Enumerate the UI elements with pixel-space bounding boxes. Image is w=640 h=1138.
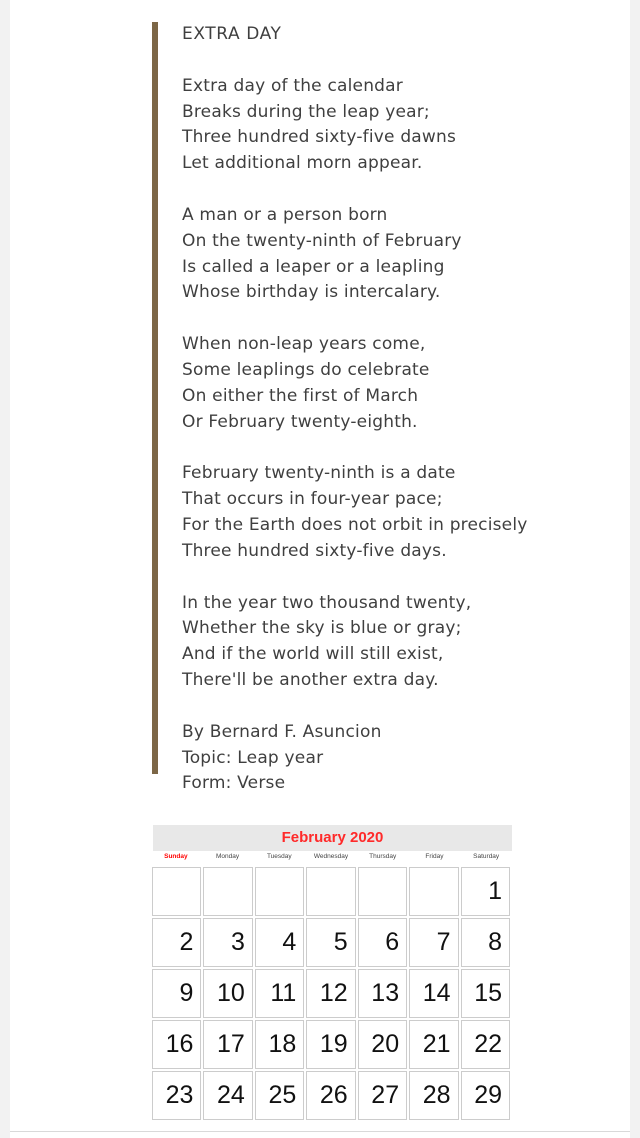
poem-line: When non-leap years come, <box>182 334 426 355</box>
calendar-day-cell[interactable] <box>203 867 252 916</box>
calendar-title: February 2020 <box>281 829 384 846</box>
page-bottom-divider <box>10 1131 630 1132</box>
calendar-weekday-wednesday: Wednesday <box>313 853 349 860</box>
poem-line: Three hundred sixty-five days. <box>182 540 447 561</box>
calendar-day-cell[interactable]: 16 <box>152 1020 201 1069</box>
calendar-weekday-saturday: Saturday <box>473 853 500 860</box>
poem-line: Breaks during the leap year; <box>182 101 430 122</box>
calendar-day-cell[interactable]: 11 <box>255 969 304 1018</box>
poem-line: Extra day of the calendar <box>182 75 403 96</box>
calendar-day-cell[interactable]: 20 <box>358 1020 407 1069</box>
calendar-week-row <box>152 1020 510 1069</box>
poem-line: Is called a leaper or a leapling <box>182 256 445 277</box>
calendar-day-cell[interactable]: 29 <box>461 1071 510 1120</box>
poem-line: Three hundred sixty-five dawns <box>182 127 457 148</box>
calendar-day-cell[interactable]: 12 <box>306 969 355 1018</box>
calendar-widget <box>150 825 512 1122</box>
calendar-weekday-sunday: Sunday <box>164 853 188 860</box>
calendar-day-cell[interactable] <box>255 867 304 916</box>
poem-author: By Bernard F. Asuncion <box>182 721 382 742</box>
calendar-day-cell[interactable]: 18 <box>255 1020 304 1069</box>
calendar-week-row <box>152 1071 510 1120</box>
poem-line: February twenty-ninth is a date <box>182 463 456 484</box>
calendar-day-cell[interactable]: 8 <box>461 918 510 967</box>
poem-line: For the Earth does not orbit in precisely <box>182 514 528 535</box>
poem-stanza <box>182 591 602 694</box>
poem-form: Form: Verse <box>182 773 286 794</box>
calendar-day-cell[interactable]: 4 <box>255 918 304 967</box>
poem-accent-bar <box>152 22 158 774</box>
calendar-day-cell[interactable]: 7 <box>409 918 458 967</box>
poem-stanza <box>182 332 602 435</box>
poem-stanza <box>182 461 602 564</box>
calendar-day-cell[interactable]: 19 <box>306 1020 355 1069</box>
calendar-day-cell[interactable]: 23 <box>152 1071 201 1120</box>
calendar-day-cell[interactable]: 21 <box>409 1020 458 1069</box>
poem-line: A man or a person born <box>182 204 388 225</box>
poem-line: Some leaplings do celebrate <box>182 359 430 380</box>
calendar-weekday-header-row <box>150 851 512 865</box>
calendar-day-cell[interactable]: 28 <box>409 1071 458 1120</box>
poem-body <box>182 22 602 797</box>
calendar-day-cell[interactable]: 17 <box>203 1020 252 1069</box>
calendar-day-cell[interactable]: 26 <box>306 1071 355 1120</box>
calendar-grid <box>150 865 512 1122</box>
poem-line: And if the world will still exist, <box>182 644 444 665</box>
calendar-day-cell[interactable] <box>358 867 407 916</box>
calendar-day-cell[interactable]: 3 <box>203 918 252 967</box>
calendar-day-cell[interactable]: 27 <box>358 1071 407 1120</box>
calendar-day-cell[interactable]: 24 <box>203 1071 252 1120</box>
calendar-header <box>150 825 512 851</box>
page-right-margin <box>630 0 640 1138</box>
calendar-day-cell[interactable] <box>306 867 355 916</box>
poem-line: There'll be another extra day. <box>182 669 439 690</box>
calendar-week-row <box>152 918 510 967</box>
poem-line: Whose birthday is intercalary. <box>182 282 441 303</box>
page-left-margin <box>0 0 10 1138</box>
poem-line: On the twenty-ninth of February <box>182 230 462 251</box>
calendar-day-cell[interactable]: 15 <box>461 969 510 1018</box>
poem-line: Whether the sky is blue or gray; <box>182 618 462 639</box>
calendar-day-cell[interactable]: 25 <box>255 1071 304 1120</box>
calendar-day-cell[interactable]: 22 <box>461 1020 510 1069</box>
calendar-week-row <box>152 969 510 1018</box>
poem-line: Let additional morn appear. <box>182 153 423 174</box>
calendar-weekday-thursday: Thursday <box>369 853 397 860</box>
calendar-weekday-monday: Monday <box>216 853 240 860</box>
poem-line: In the year two thousand twenty, <box>182 592 472 613</box>
calendar-day-cell[interactable]: 9 <box>152 969 201 1018</box>
poem-stanza <box>182 203 602 306</box>
calendar-day-cell[interactable]: 5 <box>306 918 355 967</box>
calendar-grid-body <box>152 867 510 1120</box>
poem-topic: Topic: Leap year <box>182 747 324 768</box>
calendar-day-cell[interactable]: 6 <box>358 918 407 967</box>
poem-title: EXTRA DAY <box>182 24 282 44</box>
calendar-day-cell[interactable]: 13 <box>358 969 407 1018</box>
calendar-day-cell[interactable]: 14 <box>409 969 458 1018</box>
calendar-day-cell[interactable] <box>152 867 201 916</box>
poem-line: On either the first of March <box>182 385 419 406</box>
poem-line: That occurs in four-year pace; <box>182 489 443 510</box>
calendar-day-cell[interactable] <box>409 867 458 916</box>
calendar-day-cell[interactable]: 10 <box>203 969 252 1018</box>
calendar-weekday-friday: Friday <box>425 853 444 860</box>
poem-line: Or February twenty-eighth. <box>182 411 418 432</box>
calendar-week-row <box>152 867 510 916</box>
calendar-day-cell[interactable]: 1 <box>461 867 510 916</box>
calendar-day-cell[interactable]: 2 <box>152 918 201 967</box>
poem-stanza <box>182 74 602 177</box>
calendar-weekday-tuesday: Tuesday <box>266 853 292 860</box>
poem-credits <box>182 720 602 797</box>
